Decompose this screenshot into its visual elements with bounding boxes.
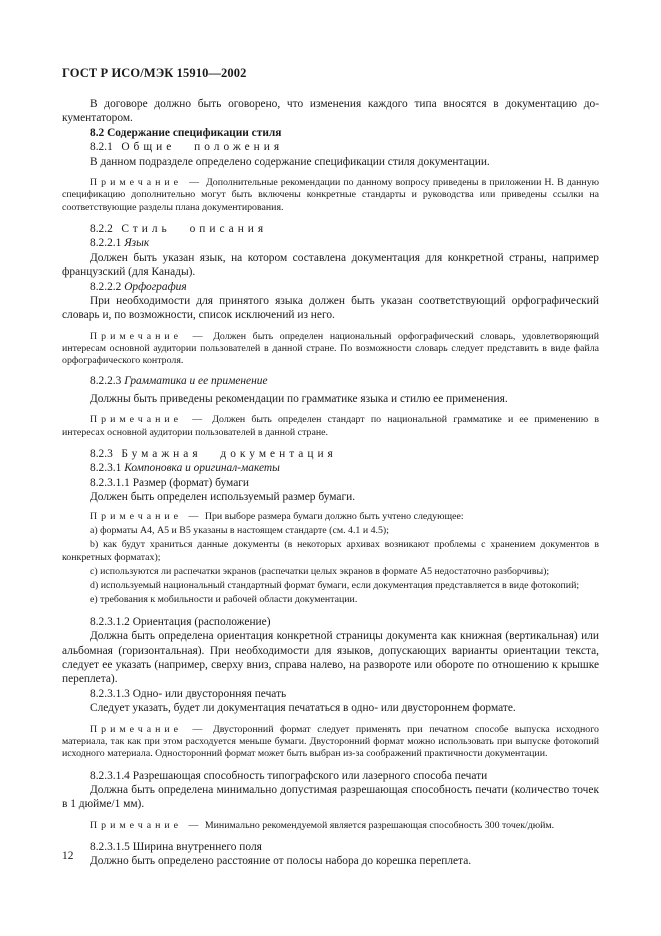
paragraph: Должно быть определено расстояние от полосы набора до корешка переплета. <box>90 855 472 868</box>
section-number: 8.2.2 <box>90 222 113 235</box>
note <box>62 177 599 214</box>
document-header: ГОСТ Р ИСО/МЭК 15910—2002 <box>62 66 247 80</box>
section-heading-8-2-3 <box>62 447 599 461</box>
note-text: Дополнительные рекомендации по данному вопросу приведены в приложении Н. В данную спецификацию дополнительно могут быть включены конкретные стандарты и руководства или приведены ссылки на соответствующие разделы плана документирования. <box>62 177 600 213</box>
section-number: 8.2.3 <box>90 448 113 461</box>
section-heading-8-2-2 <box>62 222 599 236</box>
paragraph: В данном подразделе определено содержание спецификации стиля документации. <box>90 155 490 168</box>
note-text: Двусторонний формат следует применять при печатном способе выпуска исходного материала, так как при этом расходуется меньше бумаги. Двусторонний формат можно использовать при выпуске фотокопий исходного материала. Односторонний формат может быть выбран из-за соображений практичности документации. <box>62 723 599 760</box>
section-heading-8-2-3-1-4: 8.2.3.1.4 Разрешающая способность типографского или лазерного способа печати <box>90 769 488 782</box>
section-number: 8.2.2.1 <box>90 237 122 250</box>
page-number: 12 <box>62 850 74 862</box>
section-number: 8.2.2.2 <box>90 280 122 293</box>
paragraph: Должен быть определен используемый размер бумаги. <box>90 491 356 504</box>
section-heading-8-2-3-1 <box>62 461 599 475</box>
paragraph: Должна быть определена ориентация конкретной страницы документа как книжная (вертикальная) или альбомная (горизонтальная). При необходимости для языков, допускающих варианты ориентации текста, следует ее указать (например, сверху вниз, справа налево, на развороте или обороте по отношению к крышке переплета). <box>62 630 599 686</box>
section-heading-8-2-3-1-1: 8.2.3.1.1 Размер (формат) бумаги <box>90 476 250 489</box>
list-item: d) используемый национальный стандартный формат бумаги, если документация представляется в виде фотокопий; <box>90 580 580 592</box>
note-label: Примечание — <box>90 819 203 831</box>
section-heading-8-2-2-2 <box>62 280 599 294</box>
note <box>62 414 599 439</box>
note-text: При выборе размера бумаги должно быть учтено следующее: <box>202 510 464 522</box>
note-label: Примечание — <box>90 177 203 189</box>
note-label: Примечание — <box>90 723 207 735</box>
note-text: Минимально рекомендуемой является разрешающая способность 300 точек/дюйм. <box>202 819 555 831</box>
paragraph: Должны быть приведены рекомендации по грамматике языка и стилю ее применения. <box>90 393 508 406</box>
note <box>62 331 599 368</box>
section-heading-8-2: 8.2 Содержание спецификации стиля <box>90 126 282 139</box>
section-title: Грамматика и ее применение <box>124 374 268 387</box>
section-heading-8-2-1 <box>62 140 599 154</box>
list-item: c) используются ли распечатки экранов (распечатки целых экранов в формате А5 недостаточно разборчивы); <box>90 565 550 577</box>
note-label: Примечание — <box>90 414 207 426</box>
section-title: Общие положения <box>121 141 284 154</box>
note-text: Должен быть определен стандарт по национальной грамматике и ее применению в интересах основной аудитории пользователей в данной стране. <box>62 414 599 438</box>
section-title: Компоновка и оригинал-макеты <box>124 462 280 475</box>
section-number: 8.2.3.1 <box>90 462 122 475</box>
section-number: 8.2.1 <box>90 141 113 154</box>
paragraph: Должна быть определена минимально допустимая разрешающая способность печати (количество точек в 1 дюйме/1 мм). <box>62 783 599 811</box>
list-item: b) как будут храниться данные документы (в некоторых архивах возникают проблемы с хранением документов в конкретных форматах); <box>62 539 599 563</box>
section-number: 8.2.2.3 <box>90 374 122 387</box>
list-item: e) требования к мобильности и рабочей области документации. <box>90 594 358 606</box>
note <box>62 820 599 832</box>
section-title: Язык <box>124 237 150 250</box>
note-text: Должен быть определен национальный орфографический словарь, удовлетворяющий интересам основной аудитории пользователей в данной стране. По возможности словарь следует представить в виде файла орфографического контроля. <box>62 330 599 367</box>
section-heading-8-2-3-1-2: 8.2.3.1.2 Ориентация (расположение) <box>90 615 271 628</box>
paragraph: При необходимости для принятого языка должен быть указан соответствующий орфографический словарь и, по возможности, список исключений из него. <box>62 294 599 322</box>
list-item: a) форматы А4, А5 и В5 указаны в настоящем стандарте (см. 4.1 и 4.5); <box>90 524 389 536</box>
paragraph: Должен быть указан язык, на котором составлена документация для конкретной страны, например французский (для Канады). <box>62 251 599 279</box>
section-heading-8-2-2-1 <box>62 236 599 250</box>
section-heading-8-2-3-1-5: 8.2.3.1.5 Ширина внутреннего поля <box>90 841 262 854</box>
note <box>62 511 599 523</box>
section-title: Бумажная документация <box>121 448 337 461</box>
note-label: Примечание — <box>90 510 203 522</box>
note <box>62 724 599 761</box>
paragraph: В договоре должно быть оговорено, что изменения каждого типа вносятся в документацию до-кументатором. <box>62 98 599 125</box>
section-title: Стиль описания <box>121 222 268 235</box>
note-label: Примечание — <box>90 330 207 342</box>
section-heading-8-2-2-3 <box>62 374 599 388</box>
section-title: Орфография <box>124 280 187 293</box>
section-heading-8-2-3-1-3: 8.2.3.1.3 Одно- или двусторонняя печать <box>90 687 287 700</box>
paragraph: Следует указать, будет ли документация печататься в одно- или двустороннем формате. <box>90 702 516 715</box>
document-body <box>62 97 599 869</box>
